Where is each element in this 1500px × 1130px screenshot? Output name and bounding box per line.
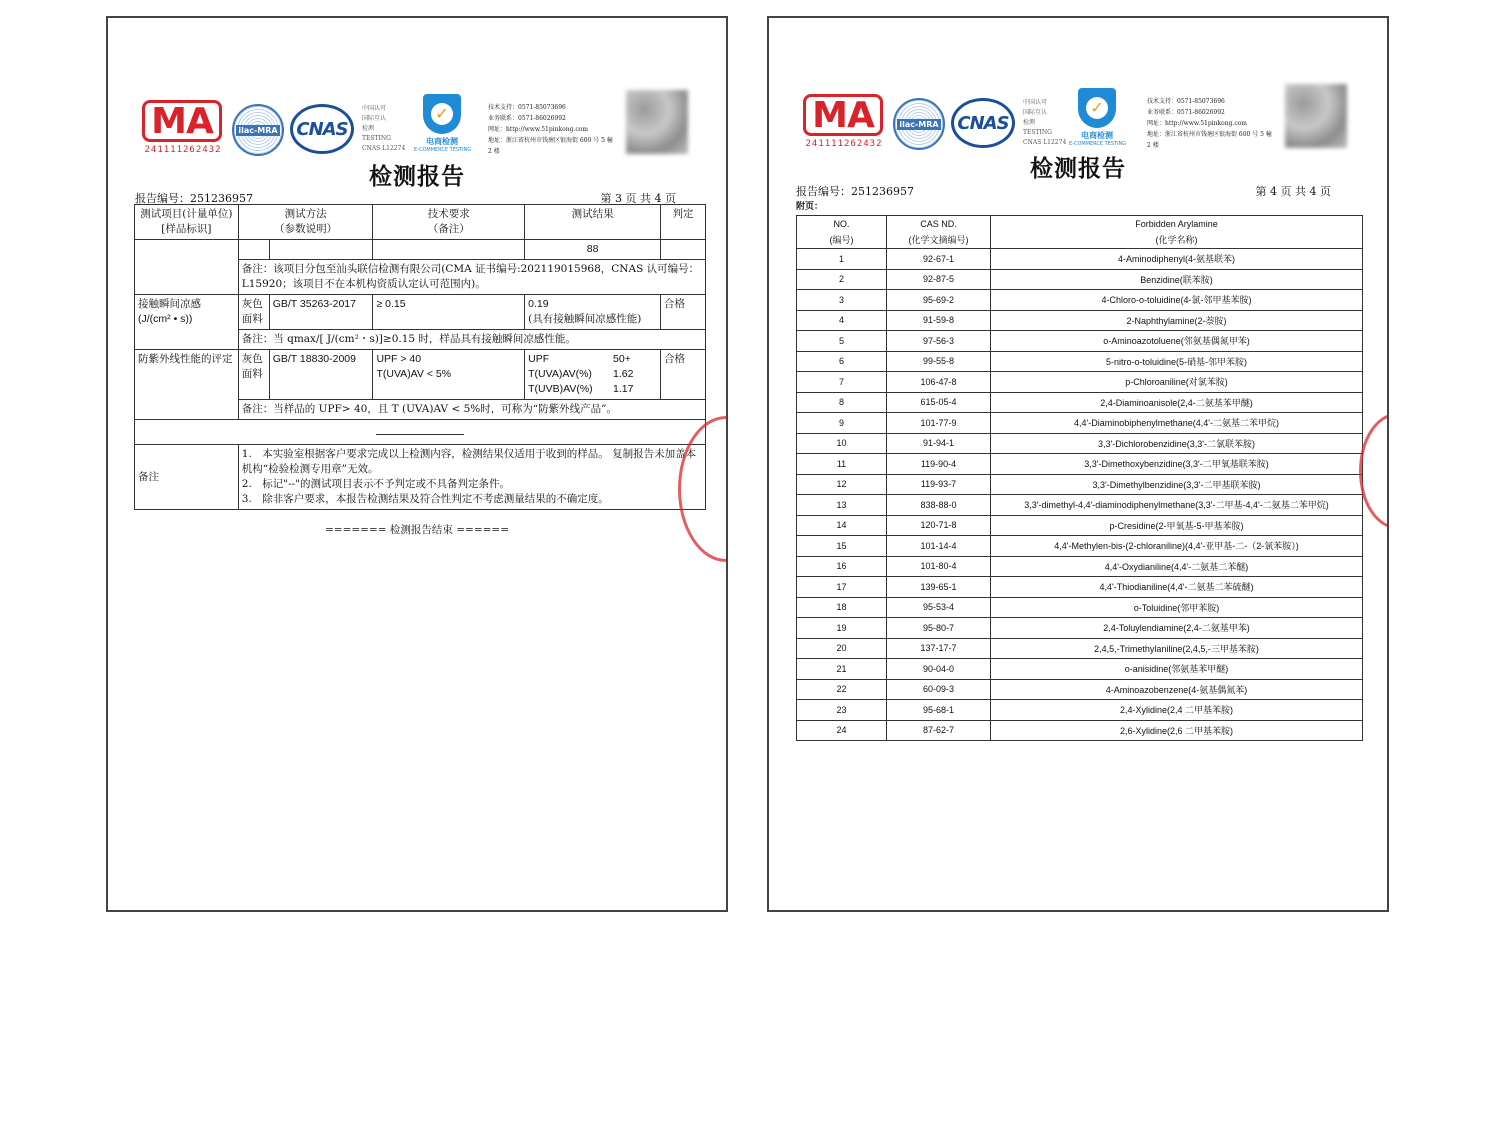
result-cell: UPF 50+ T(UVA)AV(%) 1.62 T(UVB)AV(%) 1.17 [525,350,661,400]
chemical-name-cell: 2,4-Xylidine(2,4 二甲基苯胺) [991,700,1363,721]
cas-number-cell: 99-55-8 [887,351,991,372]
table-row [797,454,1363,475]
report-page-4 [767,16,1389,912]
cnas-side-line: CNAS L12274 [362,145,406,152]
chemical-name-cell: 2,4,5,-Trimethylaniline(2,4,5,-三甲基苯胺) [991,638,1363,659]
ecommerce-testing-logo [414,94,470,153]
row-number-cell: 20 [797,638,887,659]
contact-line: 业务联系：0571-86026992 [488,115,566,122]
chemical-name-cell: p-Cresidine(2-甲氧基-5-甲基苯胺) [991,515,1363,536]
row-number-cell: 21 [797,659,887,680]
row-number-cell: 16 [797,556,887,577]
row-number-cell: 14 [797,515,887,536]
method-cell: GB/T 18830-2009 [269,350,373,400]
ilac-mra-logo [232,104,284,156]
sample-cell: 灰色面料 [238,295,269,330]
chemical-name-cell: 2,4-Toluylendiamine(2,4-二氨基甲苯) [991,618,1363,639]
chemical-name-cell: o-Aminoazotoluene(邻氨基偶氮甲苯) [991,331,1363,352]
cnas-logo: CNAS [290,104,354,154]
requirement-cell: ≥ 0.15 [373,295,525,330]
ecom-title: 电商检测 [1081,131,1113,140]
cas-number-cell: 91-94-1 [887,433,991,454]
cnas-side-line: 检测 [362,125,375,132]
cas-number-cell: 106-47-8 [887,372,991,393]
qr-code-blurred [626,90,688,154]
cnas-side-line: 检测 [1023,119,1036,126]
ecom-subtitle: E-COMMERCE TESTING [414,147,472,153]
verdict-cell: 合格 [661,350,706,400]
table-row [797,310,1363,331]
row-number-cell: 18 [797,597,887,618]
row-number-cell: 19 [797,618,887,639]
cnas-side-line: 中国认可 [362,105,387,112]
row-number-cell: 17 [797,577,887,598]
cnas-side-line: TESTING [1023,129,1052,136]
table-row [797,433,1363,454]
row-number-cell: 10 [797,433,887,454]
table-row [797,700,1363,721]
page-indicator: 第 3 页 共 4 页 [600,192,676,205]
table-row [797,597,1363,618]
remarks-label: 备注 [135,445,239,510]
row-number-cell: 12 [797,474,887,495]
report-page-3 [106,16,728,912]
cas-number-cell: 101-77-9 [887,413,991,434]
col-header-result: 测试结果 [525,205,661,240]
table-row [797,556,1363,577]
separator-row [135,420,706,445]
note-cell: 备注：当 qmax/[ J/(cm²・s)]≥0.15 时，样品具有接触瞬间凉感性能。 [238,330,705,350]
cas-number-cell: 139-65-1 [887,577,991,598]
verdict-cell: 合格 [661,295,706,330]
row-number-cell: 8 [797,392,887,413]
col-header-method: 测试方法 （参数说明） [238,205,373,240]
ilac-label: ilac-MRA [899,119,939,129]
table-row [797,515,1363,536]
chemical-name-cell: 3,3'-dimethyl-4,4'-diaminodiphenylmethane(3,3'-二甲基-4,4'-二氨基二苯甲烷) [991,495,1363,516]
cnas-logo: CNAS [951,98,1015,148]
chemical-name-cell: 4,4'-Methylen-bis-(2-chloraniline)(4,4'-亚甲基-二-（2-氯苯胺）) [991,536,1363,557]
table-row [797,638,1363,659]
contact-line: 网址：http://www.51pinkong.com [1147,120,1247,127]
col-header-name: Forbidden Arylamine (化学名称) [991,216,1363,249]
chemical-name-cell: Benzidine(联苯胺) [991,269,1363,290]
row-number-cell: 3 [797,290,887,311]
chemical-name-cell: p-Chloroaniline(对氯苯胺) [991,372,1363,393]
table-header-row [797,216,1363,249]
item-cell: 接触瞬间凉感 (J/(cm² • s)) [135,295,239,350]
cnas-side-line: TESTING [362,135,391,142]
remark-item: 3. 除非客户要求，本报告检测结果及符合性判定不考虑测量结果的不确定度。 [241,493,609,505]
chemical-name-cell: 2-Naphthylamine(2-萘胺) [991,310,1363,331]
cnas-side-line: 国际互认 [362,115,387,122]
cma-logo [142,100,224,155]
table-row [797,720,1363,741]
row-number-cell: 22 [797,679,887,700]
remarks-cell [238,445,705,510]
row-number-cell: 11 [797,454,887,475]
ilac-mra-logo [893,98,945,150]
cas-number-cell: 91-59-8 [887,310,991,331]
cma-logo [803,94,885,149]
result-cell: 0.19 (具有接触瞬间凉感性能) [525,295,661,330]
contact-line: 地址：浙江省杭州市钱塘区银海街 600 号 5 幢 2 楼 [1147,131,1272,149]
table-row [135,295,706,330]
cma-mark: MA [803,94,883,136]
table-row [797,577,1363,598]
table-row [797,290,1363,311]
remarks-row [135,445,706,510]
row-number-cell: 5 [797,331,887,352]
note-cell: 备注：当样品的 UPF> 40，且 T (UVA)AV < 5%时，可称为“防紫外线产品”。 [238,400,705,420]
sample-cell: 灰色面料 [238,350,269,400]
requirement-cell: UPF > 40 T(UVA)AV < 5% [373,350,525,400]
cas-number-cell: 137-17-7 [887,638,991,659]
table-row [797,474,1363,495]
cas-number-cell: 90-04-0 [887,659,991,680]
cnas-side-text [1023,98,1071,148]
remark-item: 1. 本实验室根据客户要求完成以上检测内容，检测结果仅适用于收到的样品。 复制报告未加盖本机构“检验检测专用章”无效。 [241,448,697,475]
table-row [135,350,706,400]
table-row [797,331,1363,352]
results-table [134,204,706,510]
table-row [797,495,1363,516]
contact-line: 技术支持：0571-85073696 [488,104,566,111]
document-title: 检测报告 [369,163,465,190]
red-seal-stamp [1359,413,1389,529]
row-number-cell: 1 [797,249,887,270]
cas-number-cell: 101-14-4 [887,536,991,557]
cas-number-cell: 101-80-4 [887,556,991,577]
table-row [797,679,1363,700]
chemical-name-cell: o-Toluidine(邻甲苯胺) [991,597,1363,618]
chemical-name-cell: o-anisidine(邻氨基苯甲醚) [991,659,1363,680]
cma-mark: MA [142,100,222,142]
table-row [797,413,1363,434]
chemical-name-cell: 4,4'-Thiodianiline(4,4'-二氨基二苯硫醚) [991,577,1363,598]
table-row [797,269,1363,290]
table-row [797,536,1363,557]
ecommerce-testing-logo [1069,88,1125,147]
report-number: 报告编号：251236957 [796,185,914,198]
cas-number-cell: 120-71-8 [887,515,991,536]
table-row [797,618,1363,639]
table-row [797,392,1363,413]
chemical-name-cell: 5-nitro-o-toluidine(5-硝基-邻甲苯胺) [991,351,1363,372]
row-number-cell: 24 [797,720,887,741]
table-row [135,240,706,260]
cas-number-cell: 95-68-1 [887,700,991,721]
cas-number-cell: 97-56-3 [887,331,991,352]
chemical-name-cell: 4-Aminoazobenzene(4-氨基偶氮苯) [991,679,1363,700]
table-row [797,659,1363,680]
contact-line: 业务联系：0571-86026992 [1147,109,1225,116]
col-header-verdict: 判定 [661,205,706,240]
cas-number-cell: 95-53-4 [887,597,991,618]
col-header-requirement: 技术要求 （备注） [373,205,525,240]
remark-item: 2. 标记"--"的测试项目表示不予判定或不具备判定条件。 [241,478,511,490]
cas-number-cell: 838-88-0 [887,495,991,516]
chemical-name-cell: 4,4'-Diaminobiphenylmethane(4,4'-二氨基二苯甲烷) [991,413,1363,434]
contact-line: 网址：http://www.51pinkong.com [488,126,588,133]
cas-number-cell: 92-67-1 [887,249,991,270]
cnas-side-text [362,104,410,154]
chemical-name-cell: 4-Aminodiphenyl(4-氨基联苯) [991,249,1363,270]
cas-number-cell: 615-05-4 [887,392,991,413]
page-indicator: 第 4 页 共 4 页 [1255,185,1331,198]
item-cell: 防紫外线性能的评定 [135,350,239,420]
forbidden-arylamine-table [796,215,1363,741]
report-number: 报告编号：251236957 [135,192,253,205]
cnas-side-line: 中国认可 [1023,99,1048,106]
row-number-cell: 23 [797,700,887,721]
cas-number-cell: 95-69-2 [887,290,991,311]
qr-code-blurred [1285,84,1347,148]
chemical-name-cell: 3,3'-Dichlorobenzidine(3,3'-二氯联苯胺) [991,433,1363,454]
table-header-row [135,205,706,240]
ecom-title: 电商检测 [426,137,458,146]
row-number-cell: 4 [797,310,887,331]
cas-number-cell: 92-87-5 [887,269,991,290]
contact-info [1147,96,1275,151]
result-cell: 88 [525,240,661,260]
chemical-name-cell: 4,4'-Oxydianiline(4,4'-二氨基二苯醚) [991,556,1363,577]
header-logos [108,86,726,166]
cnas-side-line: 国际互认 [1023,109,1048,116]
contact-line: 地址：浙江省杭州市钱塘区银海街 600 号 5 幢 2 楼 [488,137,613,155]
row-number-cell: 13 [797,495,887,516]
contact-line: 技术支持：0571-85073696 [1147,98,1225,105]
document-title: 检测报告 [1030,155,1126,182]
row-number-cell: 9 [797,413,887,434]
chemical-name-cell: 2,6-Xylidine(2,6 二甲基苯胺) [991,720,1363,741]
report-end-marker: ======= 检测报告结束 ====== [324,524,510,536]
cma-number: 241111262432 [144,145,222,155]
chem-table-body [797,249,1363,741]
cas-number-cell: 95-80-7 [887,618,991,639]
cma-number: 241111262432 [805,139,883,149]
shield-check-icon: ✓ [1078,88,1116,128]
header-logos [769,80,1387,160]
row-number-cell: 15 [797,536,887,557]
method-cell: GB/T 35263-2017 [269,295,373,330]
col-header-item: 测试项目(计量单位) [样品标识] [135,205,239,240]
chemical-name-cell: 4-Chloro-o-toluidine(4-氯-邻甲基苯胺) [991,290,1363,311]
contact-info [488,102,616,157]
chemical-name-cell: 3,3'-Dimethoxybenzidine(3,3'-二甲氧基联苯胺) [991,454,1363,475]
col-header-no: NO. (编号) [797,216,887,249]
table-row [797,372,1363,393]
col-header-cas: CAS ND. (化学文摘编号) [887,216,991,249]
ilac-label: ilac-MRA [238,125,278,135]
row-number-cell: 6 [797,351,887,372]
cas-number-cell: 87-62-7 [887,720,991,741]
row-number-cell: 2 [797,269,887,290]
table-row [797,351,1363,372]
cnas-side-line: CNAS L12274 [1023,139,1067,146]
chemical-name-cell: 3,3'-Dimethylbenzidine(3,3'-二甲基联苯胺) [991,474,1363,495]
shield-check-icon: ✓ [423,94,461,134]
row-number-cell: 7 [797,372,887,393]
ecom-subtitle: E-COMMERCE TESTING [1069,141,1127,147]
appendix-label: 附页： [796,202,824,212]
chemical-name-cell: 2,4-Diaminoanisole(2,4-二氨基苯甲醚) [991,392,1363,413]
cas-number-cell: 119-90-4 [887,454,991,475]
cas-number-cell: 60-09-3 [887,679,991,700]
note-cell: 备注：该项目分包至汕头联信检测有限公司(CMA 证书编号:202119015968，CNAS 认可编号：L15920；该项目不在本机构资质认定认可范围内)。 [238,260,705,295]
cas-number-cell: 119-93-7 [887,474,991,495]
table-row [797,249,1363,270]
